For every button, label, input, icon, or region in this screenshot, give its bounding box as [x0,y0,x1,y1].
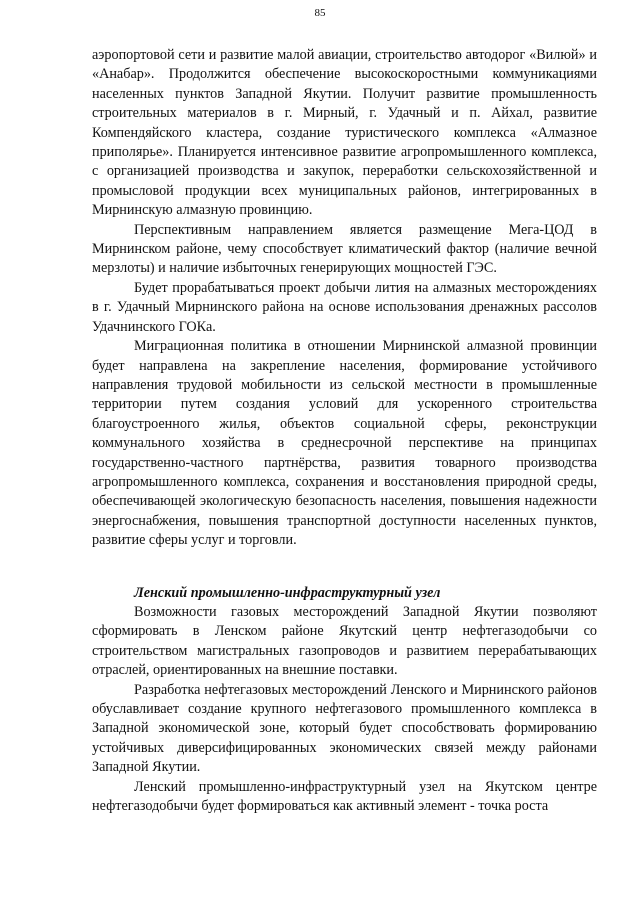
paragraph: Возможности газовых месторождений Западной Якутии позволяют сформировать в Ленском районе Якутский центр нефтегазодобычи со строительством магистральных газопроводов и развитием перерабатывающих отраслей, ориентированных на внешние поставки. [92,603,597,679]
page-number: 85 [314,7,326,19]
paragraph: Разработка нефтегазовых месторождений Ленского и Мирнинского районов обуславливает создание крупного нефтегазового промышленного комплекса в Западной экономической зоне, который будет способствовать формированию устойчивых диверсифицированных экономических связей между районами Западной Якутии. [92,681,597,776]
paragraph: Перспективным направлением является размещение Мега-ЦОД в Мирнинском районе, чему способствует климатический фактор (наличие вечной мерзлоты) и наличие избыточных генерирующих мощностей ГЭС. [92,221,597,277]
page-body [92,46,597,816]
paragraph: аэропортовой сети и развитие малой авиации, строительство автодорог «Вилюй» и «Анабар». Продолжится обеспечение высокоскоростными коммуникациями населенных пунктов Западной Якутии. Получит развитие промышленность строительных материалов в г. Мирный, г. Удачный и п. Айхал, развитие Компендяйского кластера, создание туристического комплекса «Алмазное приполярье». Планируется интенсивное развитие агропромышленного комплекса, с организацией производства и закупок, переработки сельскохозяйственной и промысловой продукции всех муниципальных районов, интегрированных в Мирнинскую алмазную провинцию. [92,47,597,219]
paragraph: Ленский промышленно-инфраструктурный узел на Якутском центре нефтегазодобычи будет формироваться как активный элемент - точка роста [92,778,597,815]
paragraph: Миграционная политика в отношении Мирнинской алмазной провинции будет направлена на закрепление населения, формирование устойчивого направления трудовой мобильности из сельской местности в промышленные территории путем создания условий для ускоренного строительства благоустроенного жилья, объектов социальной сферы, реконструкции коммунального хозяйства в среднесрочной перспективе на принципах государственно-частного партнёрства, развития товарного производства агропромышленного комплекса, сохранения и восстановления природной среды, обеспечивающей экологическую безопасность населения, повышения надежности энергоснабжения, повышения транспортной доступности населенных пунктов, развитие сферы услуг и торговли. [92,338,597,549]
section-heading: Ленский промышленно-инфраструктурный узел [134,584,441,601]
paragraph: Будет прорабатываться проект добычи лития на алмазных месторождениях в г. Удачный Мирнинского района на основе использования дренажных рассолов Удачнинского ГОКа. [92,279,597,335]
